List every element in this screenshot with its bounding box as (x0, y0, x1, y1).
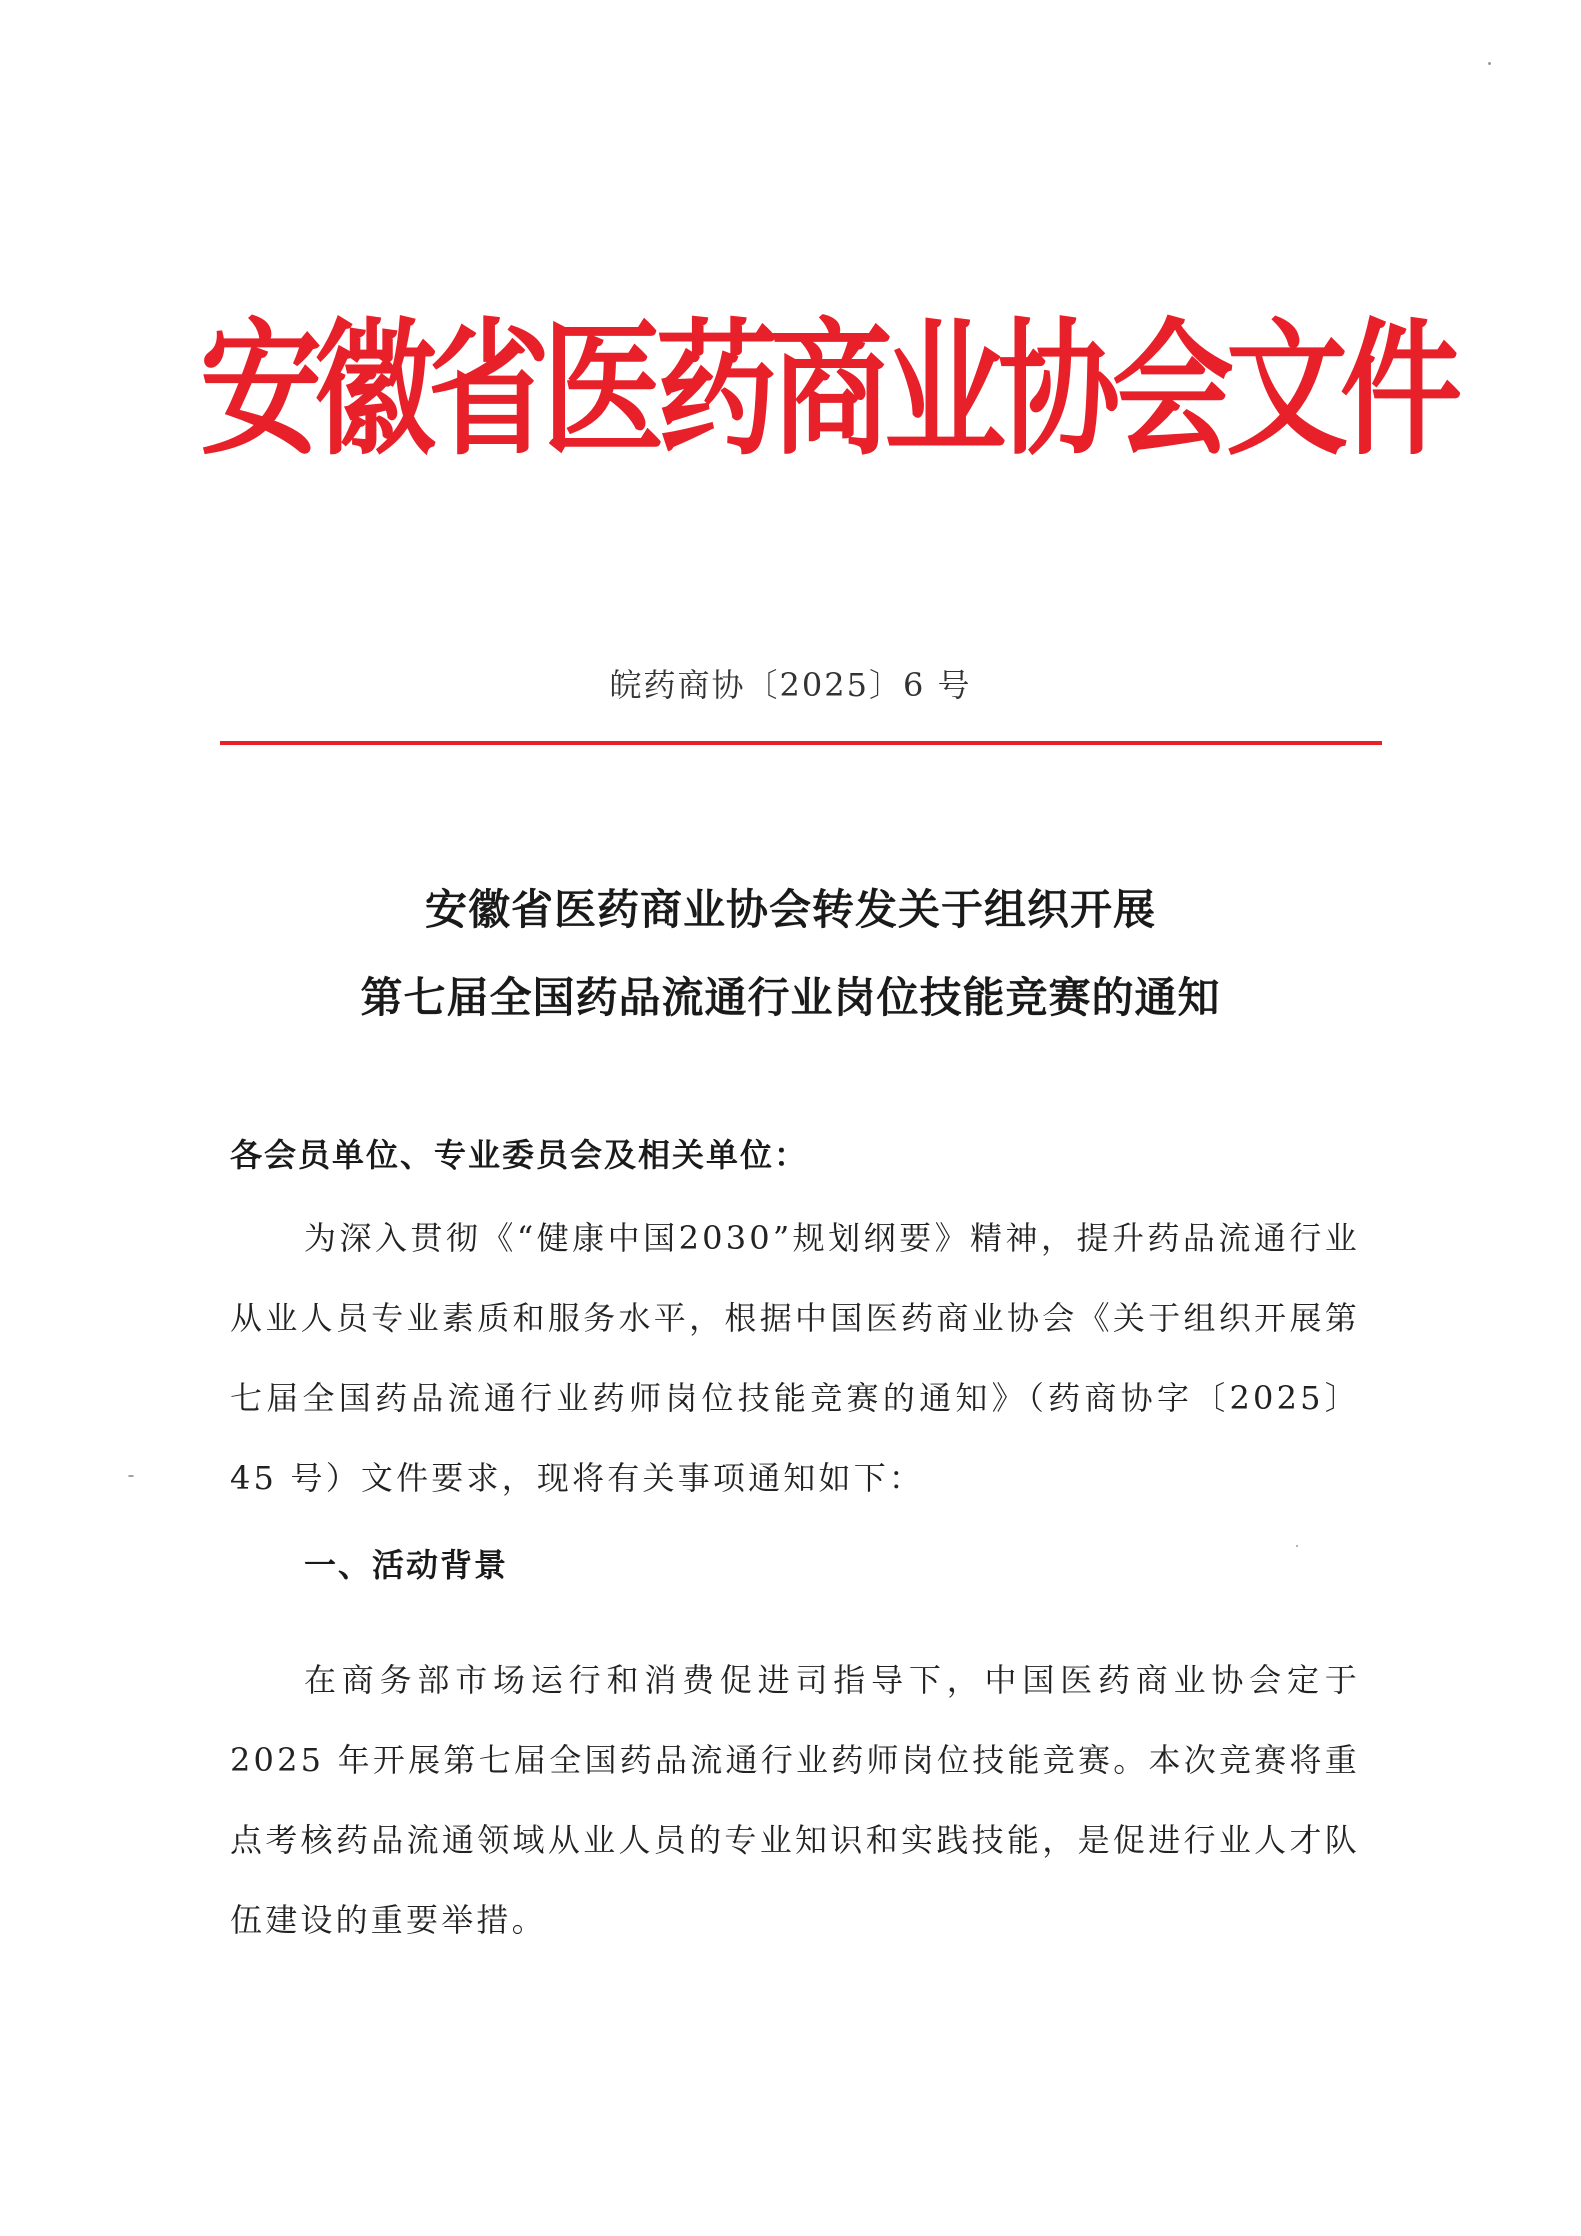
scan-speck (1488, 62, 1491, 65)
section-heading-background: 一、活动背景 (304, 1546, 509, 1584)
body-paragraph-intro: 为深入贯彻《“健康中国2030”规划纲要》精神，提升药品流通行业从业人员专业素质和服务水平，根据中国医药商业协会《关于组织开展第七届全国药品流通行业药师岗位技能竞赛的通知》（药商协字〔2025〕45 号）文件要求，现将有关事项通知如下： (230, 1219, 1360, 1497)
salutation: 各会员单位、专业委员会及相关单位： (230, 1136, 809, 1174)
notice-title-line-2: 第七届全国药品流通行业岗位技能竞赛的通知 (360, 973, 1221, 1022)
notice-title-line-1: 安徽省医药商业协会转发关于组织开展 (424, 885, 1156, 934)
masthead-title: 安徽省医药商业协会文件 (200, 304, 1454, 476)
document-number: 皖药商协〔2025〕6 号 (609, 666, 972, 704)
red-divider-line (220, 741, 1382, 745)
scan-speck (1296, 1545, 1298, 1547)
body-paragraph-background: 在商务部市场运行和消费促进司指导下，中国医药商业协会定于 2025 年开展第七届全国药品流通行业药师岗位技能竞赛。本次竞赛将重点考核药品流通领域从业人员的专业知识和实践技能，是促进行业人才队伍建设的重要举措。 (230, 1661, 1360, 1939)
scan-speck (128, 1475, 134, 1477)
